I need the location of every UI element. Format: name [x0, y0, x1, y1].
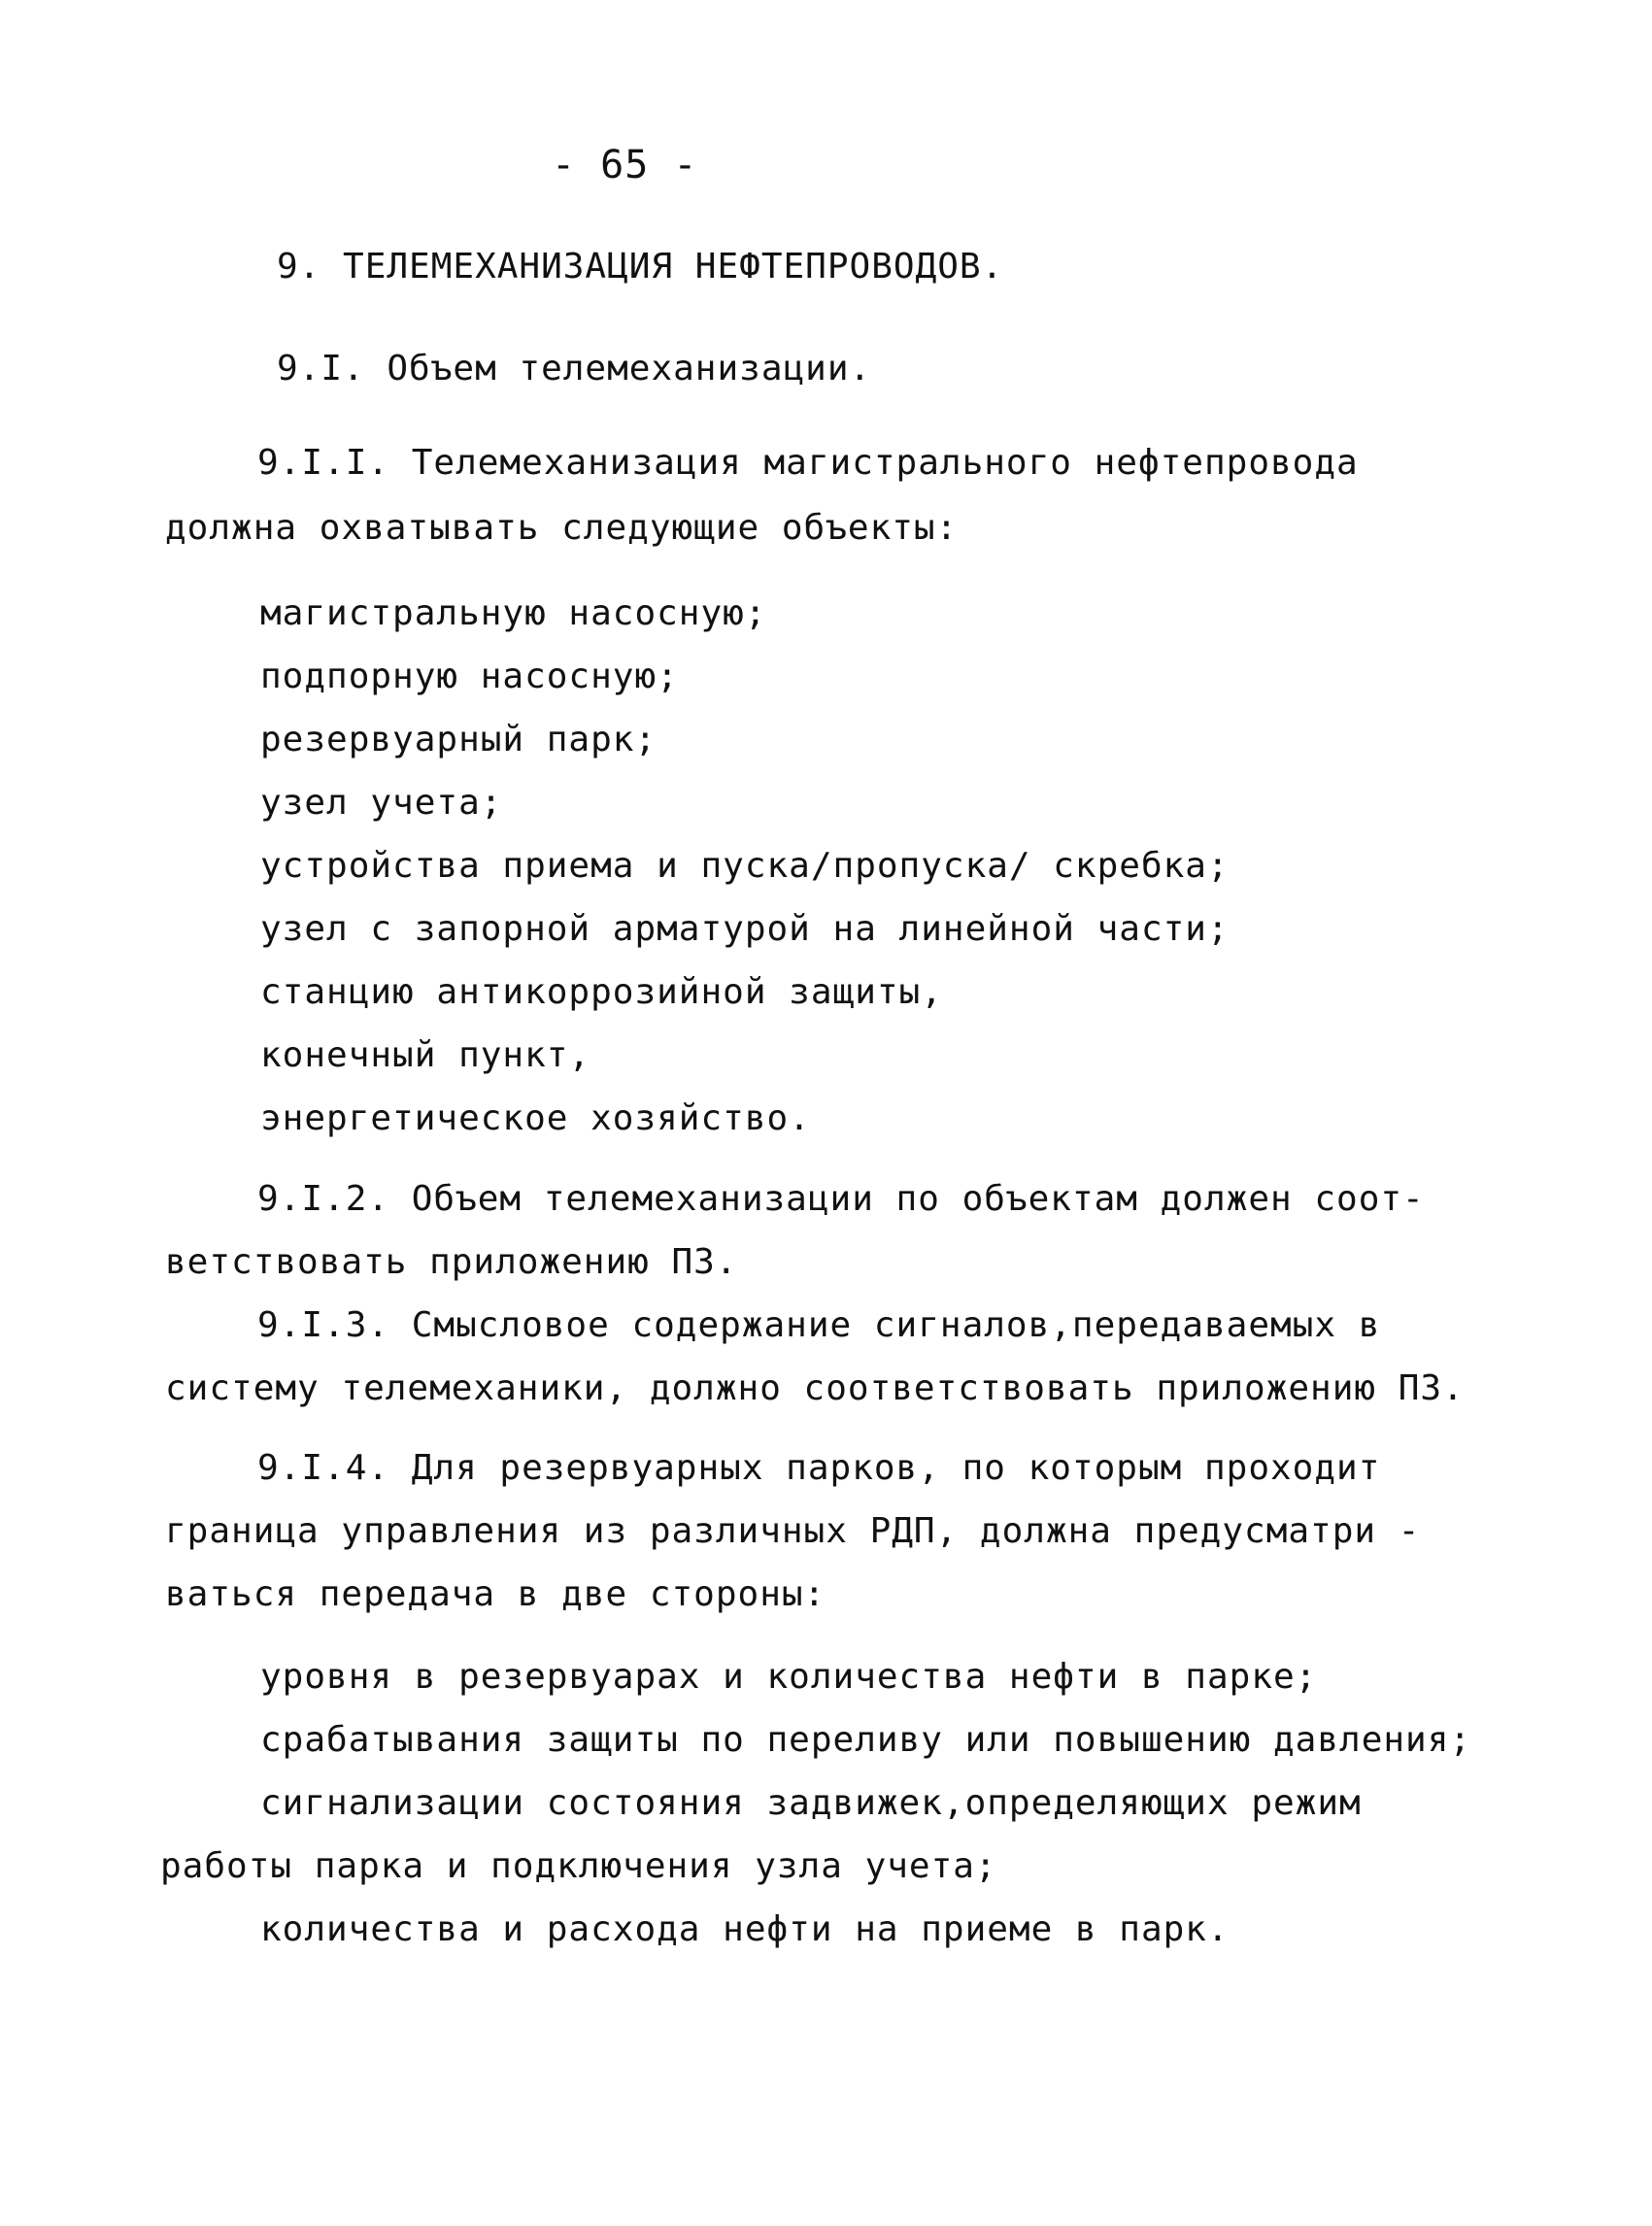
subsection-heading: 9.I. Объем телемеханизации.	[277, 349, 872, 388]
list-item: работы парка и подключения узла учета;	[160, 1846, 997, 1886]
list-item: станцию антикоррозийной защиты,	[260, 972, 943, 1012]
paragraph-line: 9.I.I. Телемеханизация магистрального нефтепровода	[257, 443, 1359, 483]
list-item: узел с запорной арматурой на линейной части;	[260, 909, 1230, 949]
paragraph-line: ветствовать приложению ПЗ.	[165, 1242, 738, 1282]
list-item: уровня в резервуарах и количества нефти в парке;	[260, 1657, 1318, 1697]
list-item: резервуарный парк;	[260, 720, 657, 759]
list-item: магистральную насосную;	[260, 593, 767, 633]
list-item: узел учета;	[260, 783, 503, 823]
list-item: устройства приема и пуска/пропуска/ скребка;	[260, 846, 1230, 886]
paragraph-line: 9.I.3. Смысловое содержание сигналов,передаваемых в	[257, 1305, 1381, 1345]
paragraph-line: систему телемеханики, должно соответствовать приложению ПЗ.	[165, 1368, 1465, 1408]
page-number: - 65 -	[552, 143, 698, 187]
paragraph-line: 9.I.4. Для резервуарных парков, по которым проходит	[257, 1448, 1381, 1488]
list-item: конечный пункт,	[260, 1035, 591, 1075]
paragraph-line: должна охватывать следующие объекты:	[165, 508, 959, 548]
paragraph-line: ваться передача в две стороны:	[165, 1574, 826, 1614]
list-item: сигнализации состояния задвижек,определяющих режим	[260, 1783, 1362, 1823]
list-item: количества и расхода нефти на приеме в парк.	[260, 1909, 1230, 1949]
paragraph-line: 9.I.2. Объем телемеханизации по объектам должен соот-	[257, 1179, 1425, 1219]
section-heading: 9. ТЕЛЕМЕХАНИЗАЦИЯ НЕФТЕПРОВОДОВ.	[277, 247, 1004, 287]
list-item: срабатывания защиты по переливу или повышению давления;	[260, 1720, 1472, 1760]
list-item: подпорную насосную;	[260, 657, 679, 696]
list-item: энергетическое хозяйство.	[260, 1098, 811, 1138]
paragraph-line: граница управления из различных РДП, должна предусматри -	[165, 1511, 1421, 1551]
